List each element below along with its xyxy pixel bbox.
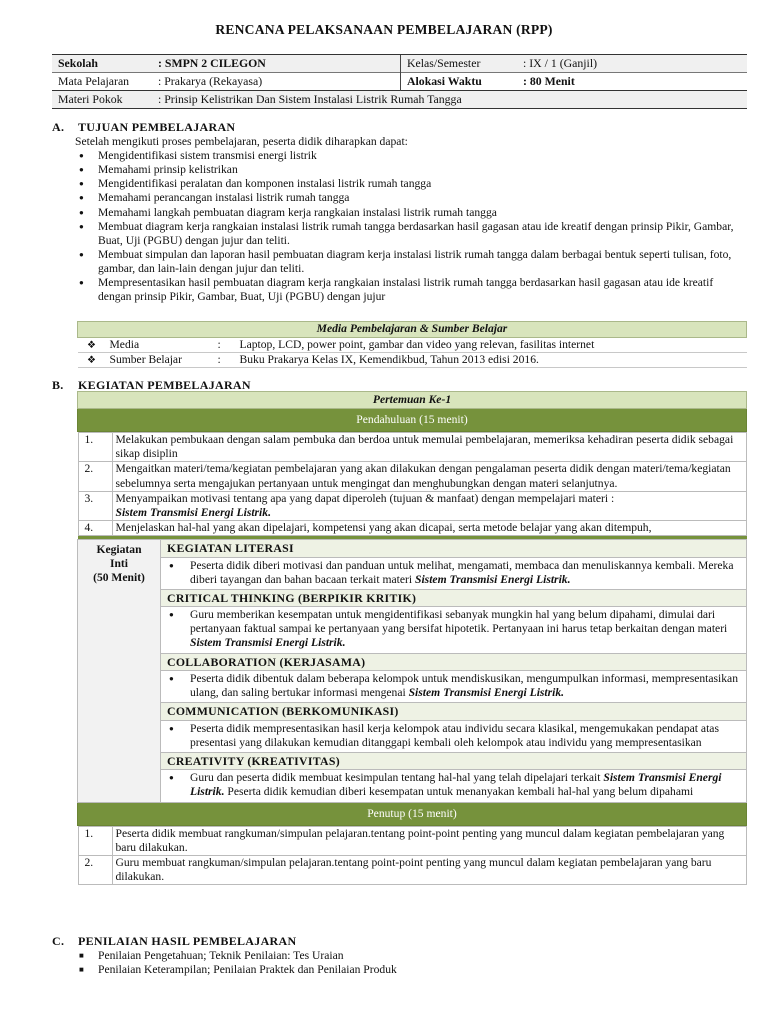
- sumber-label: Sumber Belajar: [106, 353, 214, 368]
- literasi-body: ● Peserta didik diberi motivasi dan panduan untuk melihat, mengamati, membaca dan menuliskannya kembali. Mereka diberi tayangan dan bahan bacaan terkait materi Sistem Transmisi Energi Listrik.: [161, 558, 746, 590]
- list-item: ● Mengidentifikasi sistem transmisi energi listrik: [75, 149, 747, 163]
- media-table-header: Media Pembelajaran & Sumber Belajar: [78, 322, 747, 338]
- table-row: [78, 491, 746, 520]
- kegiatan-inti-label: [78, 540, 161, 803]
- table-row: [78, 433, 746, 462]
- diamond-bullet-icon: ❖: [78, 338, 106, 353]
- media-value: Laptop, LCD, power point, gambar dan video yang relevan, fasilitas internet: [236, 338, 747, 353]
- critical-thinking-body: ● Guru memberikan kesempatan untuk mengidentifikasi sebanyak mungkin hal yang belum dipahami, dimulai dari pertanyaan faktual sampai ke pertanyaan yang bersifat hipotetik. Pertanyaan ini harus tetap berkaitan dengan materi Sistem Transmisi Energi Listrik.: [161, 607, 746, 653]
- collaboration-body: ● Peserta didik dibentuk dalam beberapa kelompok untuk mendiskusikan, mengumpulkan informasi, mempresentasikan ulang, dan saling bertukar informasi mengenai Sistem Transmisi Energi Listrik.: [161, 671, 746, 703]
- table-row: [78, 462, 746, 491]
- media-sep: :: [214, 338, 236, 353]
- media-table: [77, 321, 747, 368]
- communication-title: COMMUNICATION (BERKOMUNIKASI): [161, 703, 746, 720]
- kegiatan-table: [77, 391, 747, 885]
- row-text: [112, 491, 746, 520]
- row-number: 2.: [78, 855, 112, 884]
- inti-label-text: Kegiatan Inti: [96, 543, 142, 571]
- sekolah-value: : SMPN 2 CILEGON: [152, 55, 401, 73]
- section-b-title: KEGIATAN PEMBELAJARAN: [78, 378, 251, 392]
- waktu-label: Alokasi Waktu: [401, 73, 518, 91]
- pertemuan-label: Pertemuan Ke-1: [78, 392, 747, 409]
- penilaian-list: [75, 949, 397, 977]
- table-row: [78, 826, 746, 855]
- tujuan-list: [75, 149, 747, 305]
- header-info-table: [52, 54, 747, 109]
- row-number: 3.: [78, 491, 112, 520]
- row-text: Mengaitkan materi/tema/kegiatan pembelajaran yang akan dilakukan dengan pengalaman peserta didik dengan materi/tema/kegiatan sebelumnya serta mengajukan pertanyaan untuk mengingat dan menghubungkan dengan materi selanjutnya.: [112, 462, 746, 491]
- section-b-letter: B.: [52, 378, 64, 392]
- list-item: ● Memahami perancangan instalasi listrik rumah tangga: [75, 191, 747, 205]
- list-item: ● Mempresentasikan hasil pembuatan diagram kerja rangkaian instalasi listrik rumah tangga berdasarkan hasil gagasan atau ide kreatif dengan prinsip Pikir, Gambar, Buat, Uji (PGBU) dengan jujur: [75, 276, 747, 304]
- list-item: ● Memahami prinsip kelistrikan: [75, 163, 747, 177]
- list-item: ● Membuat simpulan dan laporan hasil pembuatan diagram kerja instalasi listrik rumah tangga dalam berbagai bentuk seperti tulisan, foto, gambar, dan lain-lain dengan jujur dan teliti.: [75, 248, 747, 276]
- mapel-label: Mata Pelajaran: [52, 73, 152, 91]
- penutup-list: [78, 826, 747, 886]
- pendahuluan-list: [78, 432, 747, 536]
- section-c-letter: C.: [52, 934, 65, 948]
- table-row: [78, 520, 746, 535]
- kelas-label: Kelas/Semester: [401, 55, 518, 73]
- kelas-value: : IX / 1 (Ganjil): [517, 55, 747, 73]
- section-a-title: TUJUAN PEMBELAJARAN: [78, 120, 236, 134]
- section-a-heading: [52, 120, 235, 135]
- table-row: [78, 855, 746, 884]
- creativity-body: ● Guru dan peserta didik membuat kesimpulan tentang hal-hal yang telah dipelajari terkait Sistem Transmisi Energi Listrik. Peserta didik kemudian diberi kesempatan untuk menanyakan kembali hal-hal yang belum dipahami: [161, 770, 746, 801]
- row-number: 4.: [78, 520, 112, 535]
- materi-value: : Prinsip Kelistrikan Dan Sistem Instalasi Listrik Rumah Tangga: [152, 91, 747, 109]
- document-title: RENCANA PELAKSANAAN PEMBELAJARAN (RPP): [215, 22, 553, 37]
- row-text: Melakukan pembukaan dengan salam pembuka dan berdoa untuk memulai pembelajaran, memeriksa kehadiran peserta didik sebagai sikap disiplin: [112, 433, 746, 462]
- row-number: 2.: [78, 462, 112, 491]
- row-text: Guru membuat rangkuman/simpulan pelajaran.tentang point-point penting yang muncul dalam kegiatan pembelajaran yang baru dilakukan.: [112, 855, 746, 884]
- list-item: ■ Penilaian Keterampilan; Penilaian Praktek dan Penilaian Produk: [75, 963, 397, 977]
- pendahuluan-band: Pendahuluan (15 menit): [78, 409, 747, 432]
- waktu-value: : 80 Menit: [517, 73, 747, 91]
- diamond-bullet-icon: ❖: [78, 353, 106, 368]
- collaboration-title: COLLABORATION (KERJASAMA): [161, 654, 746, 671]
- row-text-main: Menyampaikan motivasi tentang apa yang dapat diperoleh (tujuan & manfaat) dengan mempelajari materi :: [115, 491, 615, 505]
- row-text: Menjelaskan hal-hal yang akan dipelajari, kompetensi yang akan dicapai, serta metode belajar yang akan ditempuh,: [112, 520, 746, 535]
- inti-time-text: (50 Menit): [93, 571, 145, 585]
- list-item: ■ Penilaian Pengetahuan; Teknik Penilaian: Tes Uraian: [75, 949, 397, 963]
- list-item: ● Membuat diagram kerja rangkaian instalasi listrik rumah tangga berdasarkan hasil gagasan atau ide kreatif dengan prinsip Pikir, Gambar, Buat, Uji (PGBU) dengan jujur dan teliti.: [75, 220, 747, 248]
- sumber-sep: :: [214, 353, 236, 368]
- section-a-intro: Setelah mengikuti proses pembelajaran, peserta didik diharapkan dapat:: [75, 135, 408, 148]
- sumber-value: Buku Prakarya Kelas IX, Kemendikbud, Tahun 2013 edisi 2016.: [236, 353, 747, 368]
- mapel-value: : Prakarya (Rekayasa): [152, 73, 401, 91]
- materi-label: Materi Pokok: [52, 91, 152, 109]
- row-text: Peserta didik membuat rangkuman/simpulan pelajaran.tentang point-point penting yang muncul dalam kegiatan pembelajaran yang baru dilakukan.: [112, 826, 746, 855]
- communication-body: ● Peserta didik mempresentasikan hasil kerja kelompok atau individu secara klasikal, mengemukakan pendapat atas presentasi yang dilakukan kemudian ditanggapi kembali oleh kelompok atau individu yang mempresentasikan: [161, 721, 746, 753]
- section-c-heading: [52, 934, 296, 949]
- section-a-letter: A.: [52, 120, 65, 134]
- section-c-title: PENILAIAN HASIL PEMBELAJARAN: [78, 934, 297, 948]
- list-item: ● Memahami langkah pembuatan diagram kerja rangkaian instalasi listrik rumah tangga: [75, 206, 747, 220]
- media-label: Media: [106, 338, 214, 353]
- literasi-title: KEGIATAN LITERASI: [161, 540, 746, 557]
- row-number: 1.: [78, 433, 112, 462]
- critical-thinking-title: CRITICAL THINKING (BERPIKIR KRITIK): [161, 590, 746, 607]
- penutup-band: Penutup (15 menit): [78, 802, 747, 825]
- list-item: ● Mengidentifikasi peralatan dan komponen instalasi listrik rumah tangga: [75, 177, 747, 191]
- row-number: 1.: [78, 826, 112, 855]
- sekolah-label: Sekolah: [52, 55, 152, 73]
- row-text-emph: Sistem Transmisi Energi Listrik.: [115, 505, 271, 519]
- creativity-title: CREATIVITY (KREATIVITAS): [161, 753, 746, 770]
